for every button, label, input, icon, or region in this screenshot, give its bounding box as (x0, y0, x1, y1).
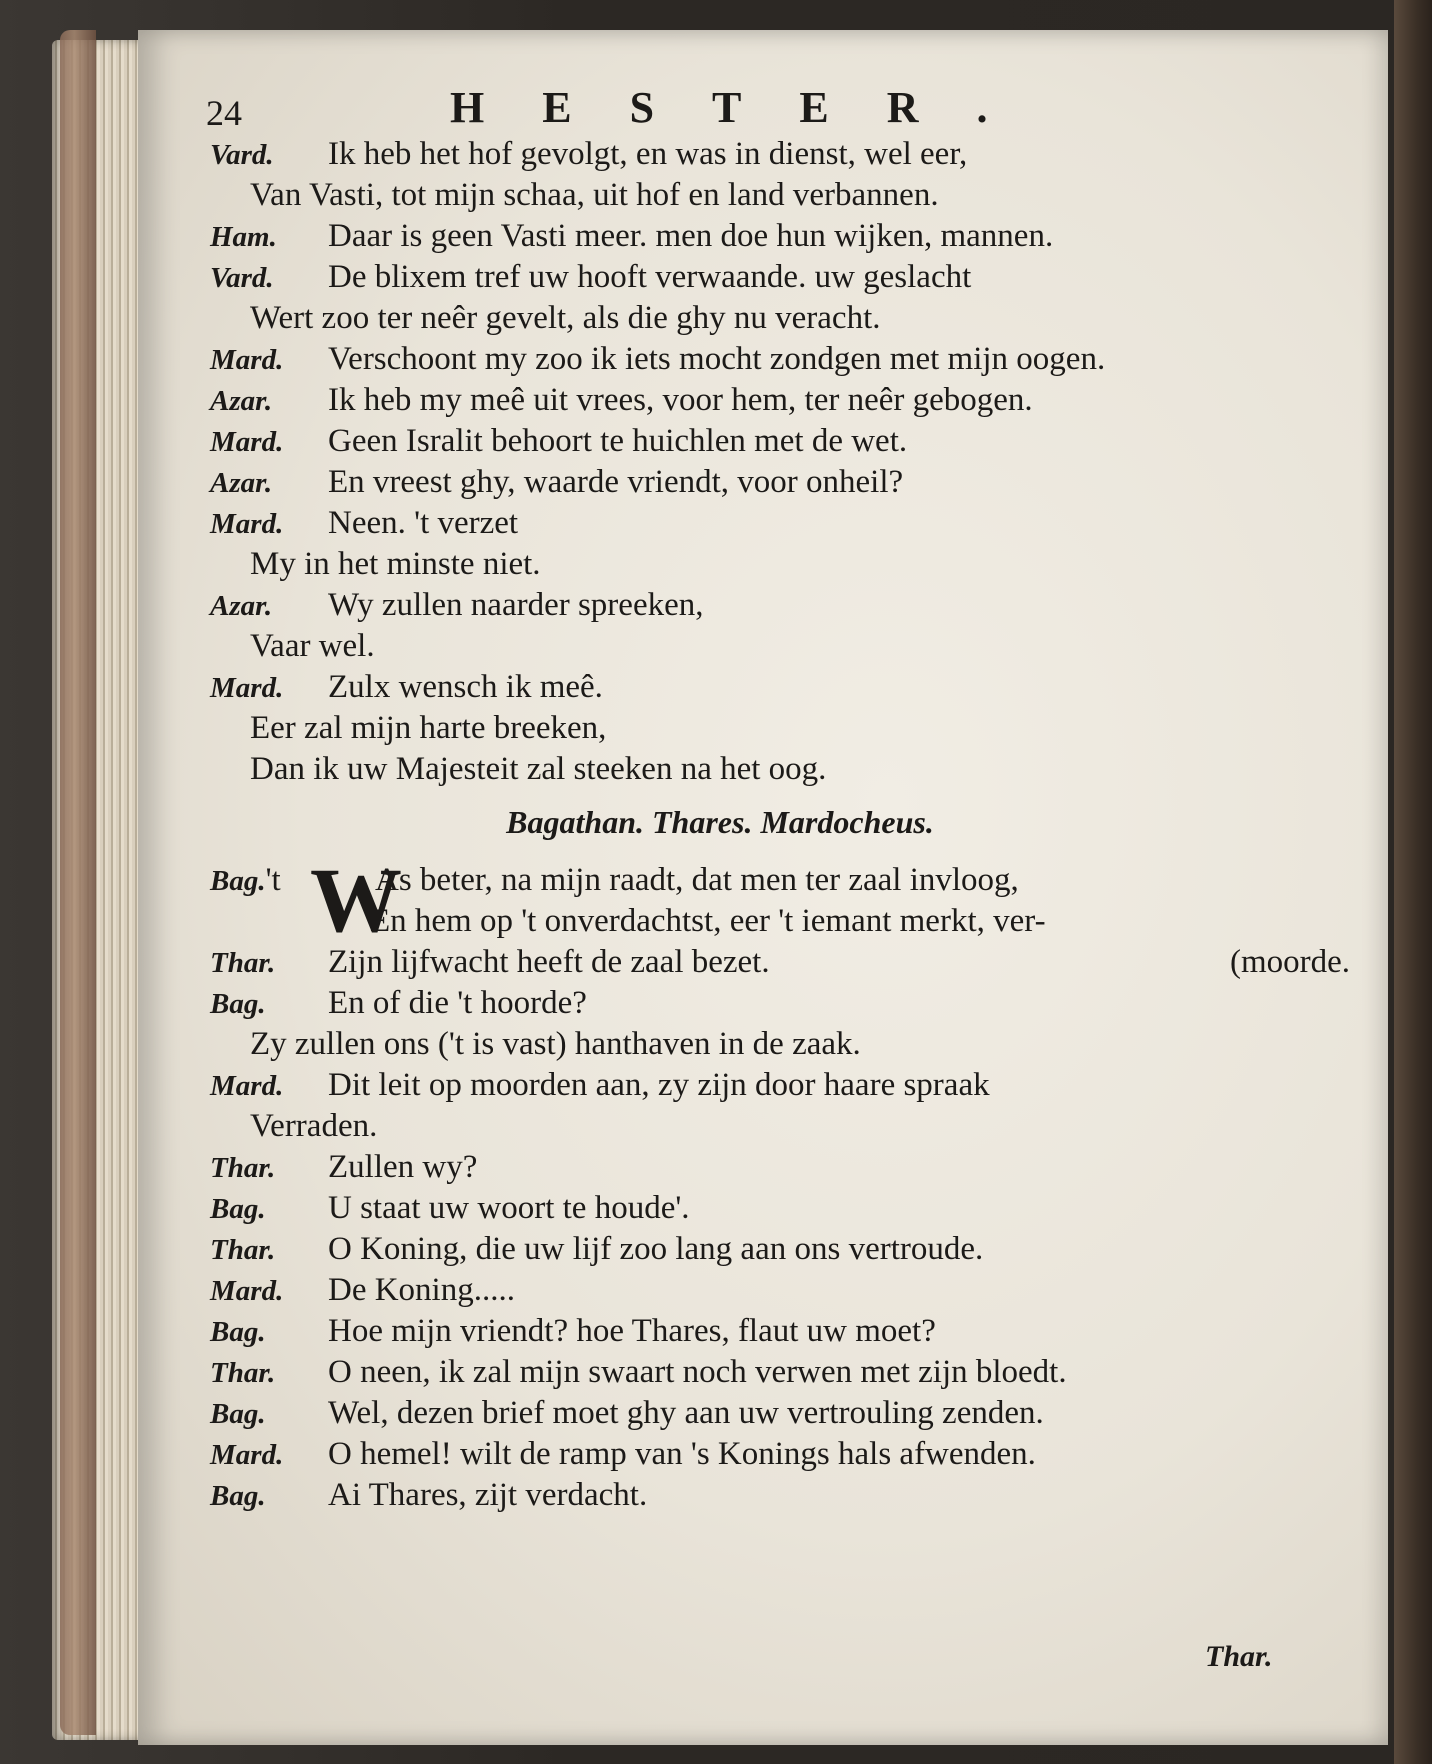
dialogue-text: Dit leit op moorden aan, zy zijn door haare spraak (328, 1067, 990, 1103)
speaker-label: Vard. (210, 139, 274, 171)
speaker-label: Mard. (210, 426, 284, 458)
dialogue-line (210, 1352, 1350, 1393)
dialogue-line (210, 1106, 1350, 1147)
dialogue-line (210, 1434, 1350, 1475)
dialogue-line (210, 749, 1350, 790)
dialogue-text: As beter, na mijn raadt, dat men ter zaal invloog, (375, 862, 1019, 898)
dialogue-text: En vreest ghy, waarde vriendt, voor onheil? (328, 464, 904, 500)
dialogue-text: Vaar wel. (250, 628, 375, 664)
dialogue-text: De Koning..... (328, 1272, 515, 1308)
dialogue-line (210, 585, 1350, 626)
dialogue-text: De blixem tref uw hooft verwaande. uw geslacht (328, 259, 972, 295)
scene-dialogue-block (210, 942, 1350, 1516)
dialogue-text: Eer zal mijn harte breeken, (250, 710, 607, 746)
dialogue-line (210, 134, 1350, 175)
dialogue-text: Daar is geen Vasti meer. men doe hun wijken, mannen. (328, 218, 1054, 254)
dialogue-text: Van Vasti, tot mijn schaa, uit hof en land verbannen. (250, 177, 939, 213)
speaker-label: Mard. (210, 1439, 284, 1471)
dialogue-line (210, 1229, 1350, 1270)
scene-heading: Bagathan. Thares. Mardocheus. (506, 804, 934, 840)
dialogue-text: Verraden. (250, 1108, 378, 1144)
dialogue-text: En of die 't hoorde? (328, 985, 587, 1021)
dialogue-line (210, 1475, 1350, 1516)
speaker-label: Mard. (210, 672, 284, 704)
dialogue-line (210, 708, 1350, 749)
dialogue-block (210, 134, 1350, 790)
dialogue-text: Hoe mijn vriendt? hoe Thares, flaut uw moet? (328, 1313, 936, 1349)
dialogue-text: Wel, dezen brief moet ghy aan uw vertrouling zenden. (328, 1395, 1044, 1431)
speaker-label: Azar. (210, 590, 273, 622)
page-header (206, 82, 1350, 134)
speaker-label: Mard. (210, 344, 284, 376)
speaker-label: Bag. (210, 988, 266, 1020)
speaker-label: Mard. (210, 1070, 284, 1102)
book-cover-edge (60, 30, 96, 1735)
dialogue-line (210, 626, 1350, 667)
dialogue-text: Neen. 't verzet (328, 505, 519, 541)
dialogue-line (210, 1147, 1350, 1188)
dialogue-line (210, 1393, 1350, 1434)
speaker-label: Mard. (210, 1275, 284, 1307)
dialogue-text: O hemel! wilt de ramp van 's Konings hals afwenden. (328, 1436, 1036, 1472)
dialogue-text: Ik heb my meê uit vrees, voor hem, ter neêr gebogen. (328, 382, 1033, 418)
dialogue-text: Zullen wy? (328, 1149, 478, 1185)
dialogue-text: U staat uw woort te houde'. (328, 1190, 690, 1226)
speaker-label: Bag. (210, 1398, 266, 1430)
dialogue-text: Zy zullen ons ('t is vast) hanthaven in de zaak. (250, 1026, 861, 1062)
running-title: HESTER. (450, 83, 1046, 132)
page-number: 24 (206, 93, 242, 133)
dialogue-text: Ai Thares, zijt verdacht. (328, 1477, 648, 1513)
dialogue-line (210, 298, 1350, 339)
dialogue-text: My in het minste niet. (250, 546, 541, 582)
speaker-label: Bag. (210, 1193, 266, 1225)
speaker-label: Thar. (210, 1152, 276, 1184)
scene-second-line (210, 901, 1350, 942)
speaker-label: Azar. (210, 467, 273, 499)
dialogue-text: Verschoont my zoo ik iets mocht zondgen met mijn oogen. (328, 341, 1106, 377)
dialogue-line (210, 421, 1350, 462)
dialogue-line (210, 1188, 1350, 1229)
speaker-label: Azar. (210, 385, 273, 417)
speaker-label: Bag. (210, 1316, 266, 1348)
speaker-label: Bag. (210, 865, 266, 897)
dialogue-text: Wert zoo ter neêr gevelt, als die ghy nu veracht. (250, 300, 881, 336)
dialogue-line (210, 1024, 1350, 1065)
dialogue-text: O neen, ik zal mijn swaart noch verwen met zijn bloedt. (328, 1354, 1067, 1390)
dialogue-line (210, 462, 1350, 503)
dialogue-line (210, 175, 1350, 216)
line-prefix: 't (265, 862, 281, 898)
dialogue-line (210, 942, 1350, 983)
speaker-label: Thar. (210, 947, 276, 979)
dialogue-text: En hem op 't onverdachtst, eer 't iemant merkt, ver- (370, 903, 1046, 939)
speaker-label: Ham. (210, 221, 277, 253)
dialogue-line (210, 339, 1350, 380)
dialogue-line (210, 380, 1350, 421)
speaker-label: Thar. (210, 1234, 276, 1266)
dialogue-text: Dan ik uw Majesteit zal steeken na het oog. (250, 751, 827, 787)
speaker-label: Bag. (210, 1480, 266, 1512)
speaker-label: Mard. (210, 508, 284, 540)
dialogue-text: Wy zullen naarder spreeken, (328, 587, 704, 623)
dialogue-line (210, 1311, 1350, 1352)
dialogue-line (210, 983, 1350, 1024)
catchword: Thar. (1205, 1640, 1273, 1673)
dialogue-text: O Koning, die uw lijf zoo lang aan ons vertroude. (328, 1231, 984, 1267)
line-tail: (moorde. (1229, 944, 1350, 980)
dialogue-line (210, 503, 1350, 544)
drop-cap: W (310, 849, 402, 951)
dialogue-text: Zijn lijfwacht heeft de zaal bezet. (328, 944, 770, 980)
speaker-label: Thar. (210, 1357, 276, 1389)
dialogue-line (210, 1270, 1350, 1311)
dialogue-line (210, 1065, 1350, 1106)
speaker-label: Vard. (210, 262, 274, 294)
dialogue-text: Geen Isralit behoort te huichlen met de wet. (328, 423, 908, 459)
dialogue-line (210, 257, 1350, 298)
dialogue-line (210, 216, 1350, 257)
dialogue-line (210, 544, 1350, 585)
dialogue-text: Zulx wensch ik meê. (328, 669, 603, 705)
dialogue-text: Ik heb het hof gevolgt, en was in dienst, wel eer, (328, 136, 968, 172)
dialogue-line (210, 667, 1350, 708)
page-text (206, 82, 1350, 1516)
